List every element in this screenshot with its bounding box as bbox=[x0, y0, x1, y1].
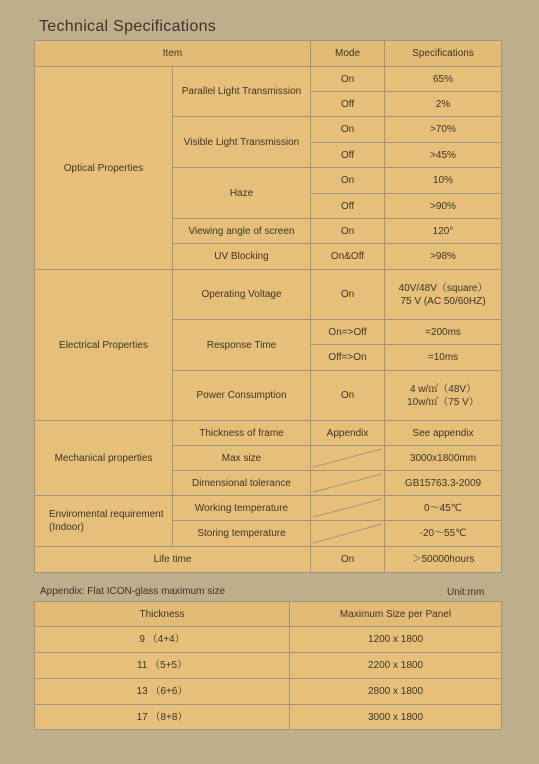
value-cell: =10ms bbox=[385, 345, 502, 371]
header-item: Item bbox=[35, 41, 311, 67]
mode-cell: On bbox=[311, 270, 385, 320]
mode-cell: On bbox=[311, 168, 385, 194]
header-max-size: Maximum Size per Panel bbox=[290, 602, 502, 627]
mode-cell: Off bbox=[311, 194, 385, 219]
item-thickness-of-frame: Thickness of frame bbox=[173, 421, 311, 446]
item-viewing-angle: Viewing angle of screen bbox=[173, 219, 311, 244]
mode-cell: On=>Off bbox=[311, 320, 385, 345]
mode-cell: On bbox=[311, 117, 385, 143]
table-row bbox=[35, 653, 502, 679]
item-response-time: Response Time bbox=[173, 320, 311, 371]
value-cell: 10% bbox=[385, 168, 502, 194]
slash-line bbox=[311, 496, 384, 520]
value-cell: 120° bbox=[385, 219, 502, 244]
value-cell: >70% bbox=[385, 117, 502, 143]
value-cell: >90% bbox=[385, 194, 502, 219]
mode-cell: On bbox=[311, 371, 385, 421]
group-optical: Optical Properties bbox=[35, 67, 173, 270]
thickness-cell: 9 （4+4） bbox=[35, 627, 290, 653]
mode-cell: Appendix bbox=[311, 421, 385, 446]
item-parallel-light: Parallel Light Transmission bbox=[173, 67, 311, 117]
table-row bbox=[35, 627, 502, 653]
item-uv-blocking: UV Blocking bbox=[173, 244, 311, 270]
mode-cell: On&Off bbox=[311, 244, 385, 270]
size-cell: 2800 x 1800 bbox=[290, 679, 502, 705]
size-cell: 1200 x 1800 bbox=[290, 627, 502, 653]
empty-mode-cell bbox=[311, 446, 385, 471]
group-line: (Indoor) bbox=[49, 522, 85, 533]
mode-cell: Off bbox=[311, 143, 385, 168]
table-row bbox=[35, 270, 502, 320]
group-electrical: Electrical Properties bbox=[35, 270, 173, 421]
thickness-cell: 11 （5+5） bbox=[35, 653, 290, 679]
table-row bbox=[35, 496, 502, 521]
size-table bbox=[34, 601, 502, 730]
table-row bbox=[35, 705, 502, 730]
slash-line bbox=[311, 521, 384, 546]
item-haze: Haze bbox=[173, 168, 311, 219]
appendix-label: Appendix: Flat ICON-glass maximum size bbox=[40, 586, 226, 597]
spec-header-row bbox=[35, 41, 502, 67]
value-line: 40V/48V（square） bbox=[398, 282, 488, 294]
slash-line bbox=[311, 446, 384, 470]
group-mechanical: Mechanical properties bbox=[35, 421, 173, 496]
item-working-temperature: Working temperature bbox=[173, 496, 311, 521]
mode-cell: On bbox=[311, 547, 385, 573]
value-cell: 65% bbox=[385, 67, 502, 92]
size-header-row bbox=[35, 602, 502, 627]
group-line: Enviromental requirement bbox=[49, 509, 164, 520]
value-cell bbox=[385, 371, 502, 421]
group-environmental bbox=[35, 496, 173, 547]
header-specifications: Specifications bbox=[385, 41, 502, 67]
value-cell: -20～55℃ bbox=[385, 521, 502, 547]
slash-line bbox=[311, 471, 384, 495]
mode-cell: Off bbox=[311, 92, 385, 117]
value-cell: See appendix bbox=[385, 421, 502, 446]
unit-label: Unit:mm bbox=[447, 587, 485, 598]
mode-cell: On bbox=[311, 67, 385, 92]
value-line: 10w/㎡（75 V） bbox=[407, 396, 479, 408]
item-operating-voltage: Operating Voltage bbox=[173, 270, 311, 320]
empty-mode-cell bbox=[311, 521, 385, 547]
value-cell: 3000x1800mm bbox=[385, 446, 502, 471]
table-row bbox=[35, 547, 502, 573]
value-cell bbox=[385, 270, 502, 320]
item-dimensional-tolerance: Dimensional tolerance bbox=[173, 471, 311, 496]
value-cell: GB15763.3-2009 bbox=[385, 471, 502, 496]
thickness-cell: 17 （8+8） bbox=[35, 705, 290, 730]
value-cell: ＞50000hours bbox=[385, 547, 502, 573]
header-thickness: Thickness bbox=[35, 602, 290, 627]
item-life-time: Life time bbox=[35, 547, 311, 573]
mode-cell: Off=>On bbox=[311, 345, 385, 371]
mode-cell: On bbox=[311, 219, 385, 244]
spec-table bbox=[34, 40, 502, 573]
empty-mode-cell bbox=[311, 471, 385, 496]
size-cell: 2200 x 1800 bbox=[290, 653, 502, 679]
value-line: 4 w/㎡（48V） bbox=[409, 383, 477, 395]
empty-mode-cell bbox=[311, 496, 385, 521]
value-cell: >98% bbox=[385, 244, 502, 270]
item-visible-light: Visible Light Transmission bbox=[173, 117, 311, 168]
value-line: 75 V (AC 50/60HZ) bbox=[400, 295, 486, 307]
item-storing-temperature: Storing temperature bbox=[173, 521, 311, 547]
item-power-consumption: Power Consumption bbox=[173, 371, 311, 421]
table-row bbox=[35, 67, 502, 92]
value-cell: 2% bbox=[385, 92, 502, 117]
value-cell: >45% bbox=[385, 143, 502, 168]
header-mode: Mode bbox=[311, 41, 385, 67]
table-row bbox=[35, 679, 502, 705]
size-cell: 3000 x 1800 bbox=[290, 705, 502, 730]
page-title: Technical Specifications bbox=[39, 18, 217, 35]
table-row bbox=[35, 421, 502, 446]
value-cell: 0～45℃ bbox=[385, 496, 502, 521]
thickness-cell: 13 （6+6） bbox=[35, 679, 290, 705]
item-max-size: Max size bbox=[173, 446, 311, 471]
value-cell: =200ms bbox=[385, 320, 502, 345]
